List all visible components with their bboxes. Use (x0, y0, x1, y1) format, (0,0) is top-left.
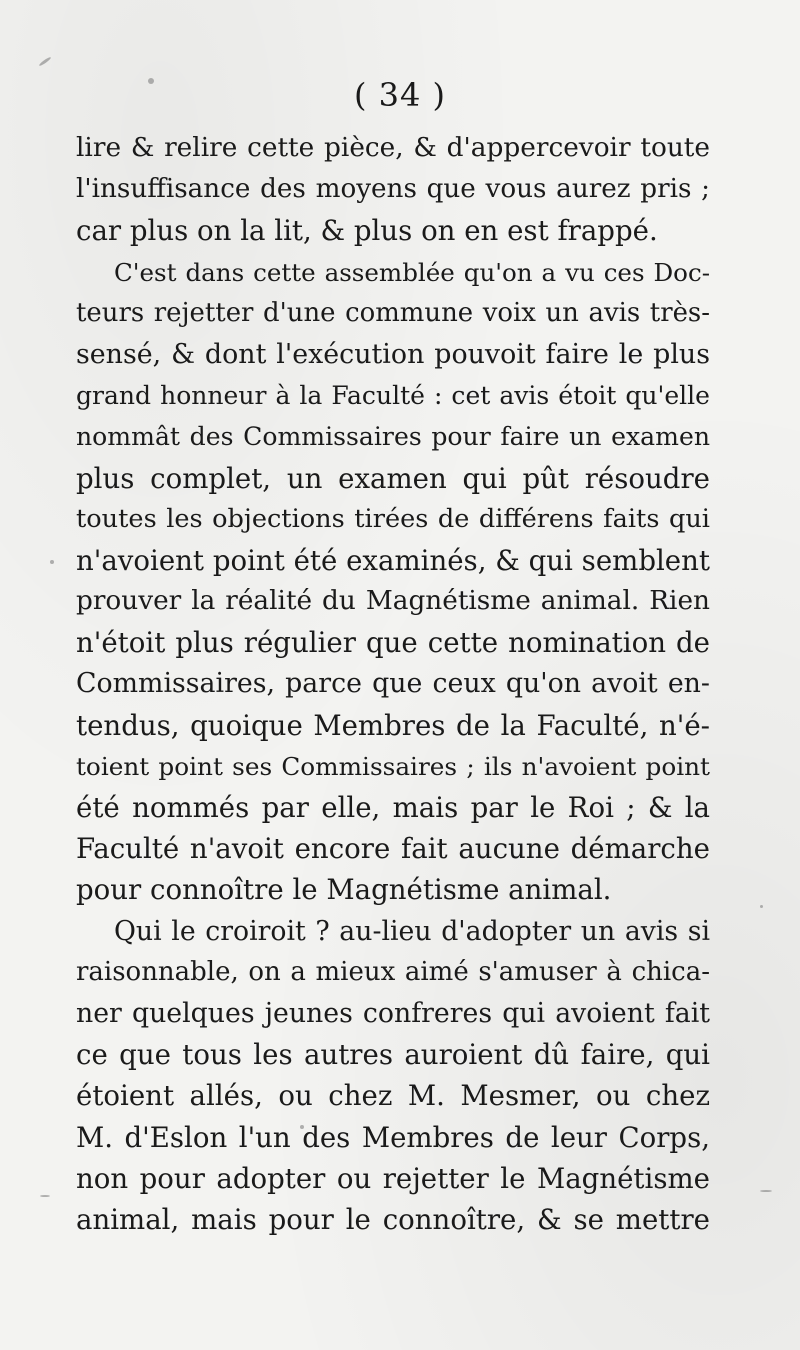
page-number: ( 34 ) (353, 76, 447, 114)
text-line: ner quelques jeunes confreres qui avoient fait (76, 997, 710, 1029)
paper-speck (40, 1195, 50, 1197)
paper-speck (760, 905, 763, 908)
body-text (76, 128, 710, 1240)
paper-speck (50, 560, 54, 564)
text-line: sensé, & dont l'exécution pouvoit faire le plus (76, 338, 710, 370)
text-line: Qui le croiroit ? au-lieu d'adopter un avis si (114, 915, 710, 947)
text-line: Commissaires, parce que ceux qu'on avoit en- (76, 668, 710, 700)
text-line: n'avoient point été examinés, & qui semblent (76, 543, 710, 577)
text-line: plus complet, un examen qui pût résoudre (76, 461, 710, 495)
text-line: toient point ses Commissaires ; ils n'avoient point (76, 751, 710, 781)
paper-speck (760, 1190, 772, 1192)
text-line: animal, mais pour le connoître, & se mettre (76, 1202, 710, 1236)
text-line: prouver la réalité du Magnétisme animal. Rien (76, 586, 710, 617)
text-line: non pour adopter ou rejetter le Magnétisme (76, 1161, 710, 1195)
text-line: été nommés par elle, mais par le Roi ; & la (76, 791, 710, 824)
text-line: tendus, quoique Membres de la Faculté, n'é- (76, 708, 710, 742)
paper-speck (38, 56, 51, 66)
text-line: étoient allés, ou chez M. Mesmer, ou chez (76, 1079, 710, 1113)
text-line: car plus on la lit, & plus on en est frappé. (76, 214, 658, 248)
text-line: l'insuffisance des moyens que vous aurez pris ; (76, 174, 710, 205)
text-line: lire & relire cette pièce, & d'appercevoir toute (76, 133, 710, 163)
text-line: pour connoître le Magnétisme animal. (76, 873, 612, 907)
text-line: n'étoit plus régulier que cette nomination de (76, 626, 710, 660)
text-line: raisonnable, on a mieux aimé s'amuser à chica- (76, 956, 710, 987)
text-line: grand honneur à la Faculté : cet avis étoit qu'elle (76, 381, 710, 411)
text-line: C'est dans cette assemblée qu'on a vu ces Doc- (114, 257, 710, 287)
text-line: nommât des Commissaires pour faire un examen (76, 422, 710, 452)
text-line: teurs rejetter d'une commune voix un avis très- (76, 297, 710, 328)
text-line: M. d'Eslon l'un des Membres de leur Corps, (76, 1120, 710, 1154)
text-line: Faculté n'avoit encore fait aucune démarche (76, 832, 710, 866)
text-line: ce que tous les autres auroient dû faire, qui (76, 1038, 710, 1072)
text-line: toutes les objections tirées de différens faits qui (76, 503, 710, 534)
